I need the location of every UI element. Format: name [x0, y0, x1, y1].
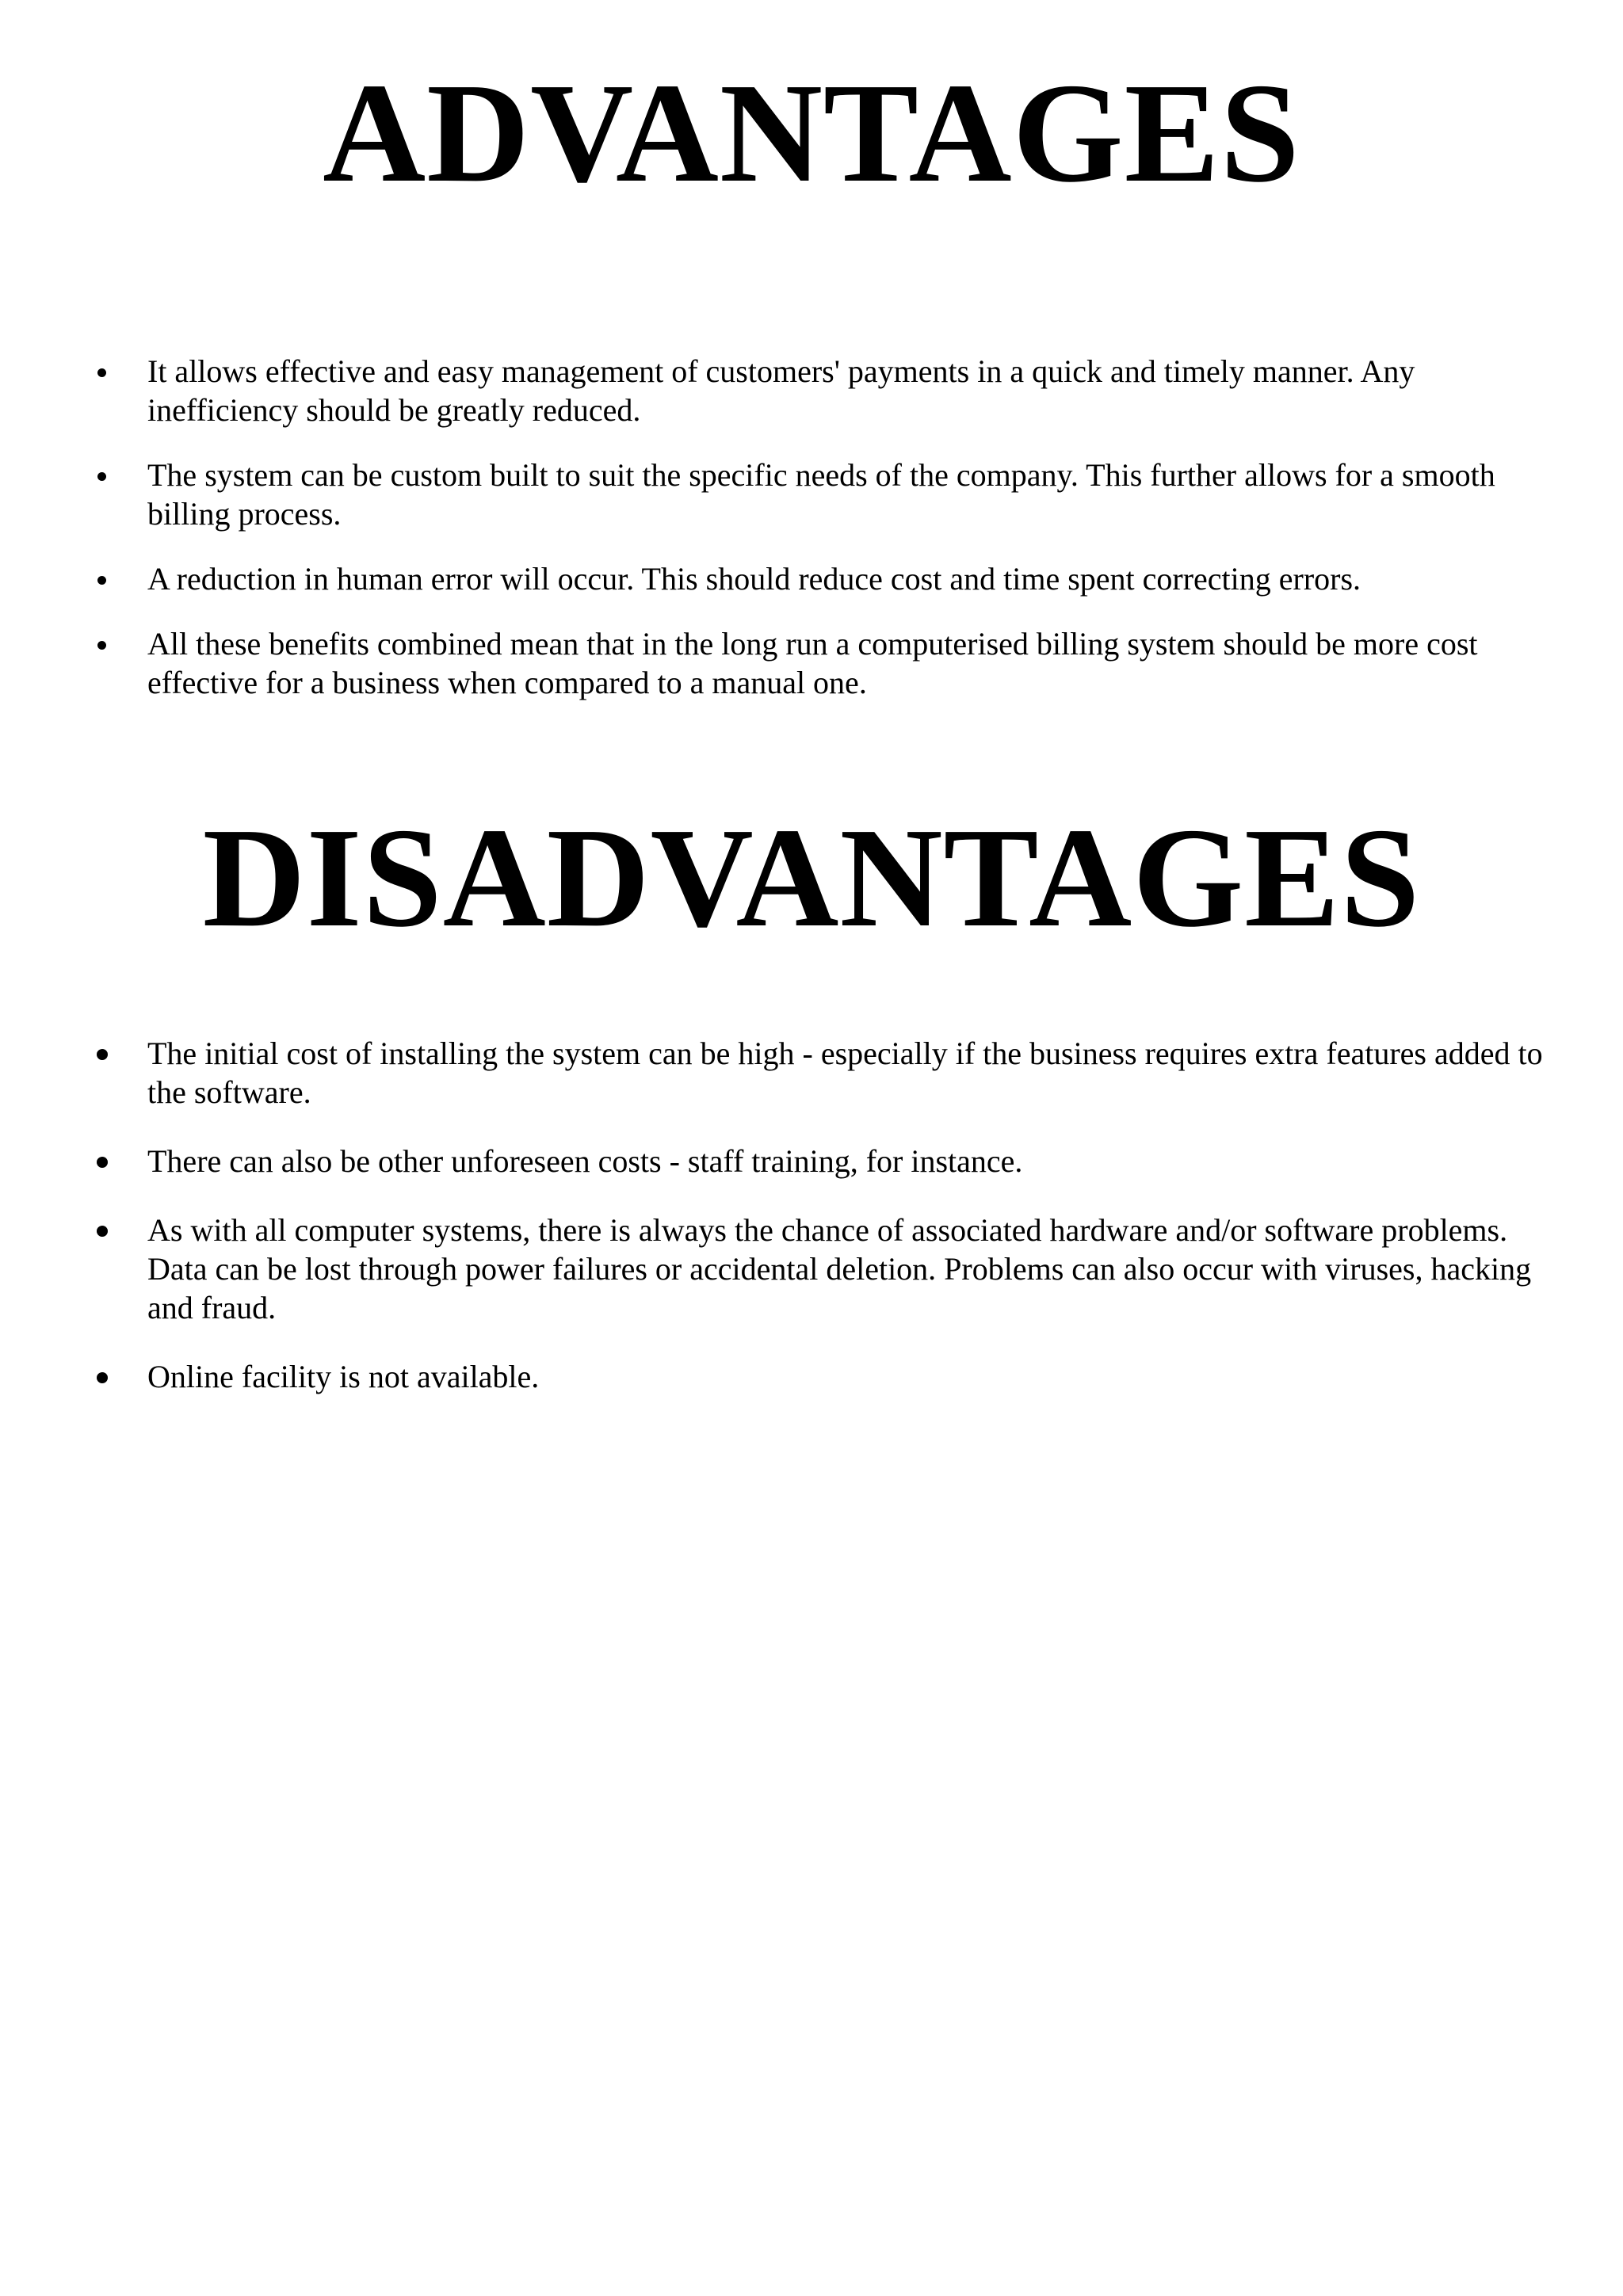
advantages-list-item: [95, 352, 1569, 429]
advantages-list-item: [95, 456, 1569, 533]
disadvantages-list-item: [95, 1357, 1569, 1396]
disadvantages-item-text: The initial cost of installing the system can be high - especially if the business requires extra features added to the software.: [147, 1035, 1543, 1110]
bullet-icon: [97, 576, 106, 585]
advantages-item-text: It allows effective and easy management of customers' payments in a quick and timely manner. Any inefficiency should be greatly reduced.: [147, 353, 1415, 428]
advantages-item-text: A reduction in human error will occur. This should reduce cost and time spent correcting errors.: [147, 561, 1361, 597]
disadvantages-list-item: [95, 1211, 1569, 1327]
advantages-item-text: All these benefits combined mean that in the long run a computerised billing system should be more cost effective for a business when compared to a manual one.: [147, 626, 1478, 700]
advantages-list: [95, 352, 1569, 728]
bullet-icon: [97, 1372, 108, 1383]
disadvantages-item-text: There can also be other unforeseen costs - staff training, for instance.: [147, 1143, 1023, 1179]
bullet-icon: [97, 1049, 108, 1060]
bullet-icon: [97, 1226, 108, 1237]
advantages-heading: ADVANTAGES: [323, 54, 1300, 212]
bullet-icon: [97, 368, 106, 377]
disadvantages-item-text: As with all computer systems, there is always the chance of associated hardware and/or software problems. Data can be lost through power failures or accidental deletion. Problems can also occur with viruses, hacking and fraud.: [147, 1212, 1532, 1325]
disadvantages-list-item: [95, 1142, 1569, 1180]
disadvantages-list: [95, 1034, 1569, 1426]
bullet-icon: [97, 472, 106, 481]
disadvantages-list-item: [95, 1034, 1569, 1112]
advantages-item-text: The system can be custom built to suit the specific needs of the company. This further allows for a smooth billing process.: [147, 457, 1495, 532]
advantages-list-item: [95, 624, 1569, 702]
disadvantages-item-text: Online facility is not available.: [147, 1359, 540, 1394]
advantages-list-item: [95, 559, 1569, 598]
bullet-icon: [97, 1157, 108, 1168]
disadvantages-heading: DISADVANTAGES: [202, 799, 1421, 956]
bullet-icon: [97, 641, 106, 650]
